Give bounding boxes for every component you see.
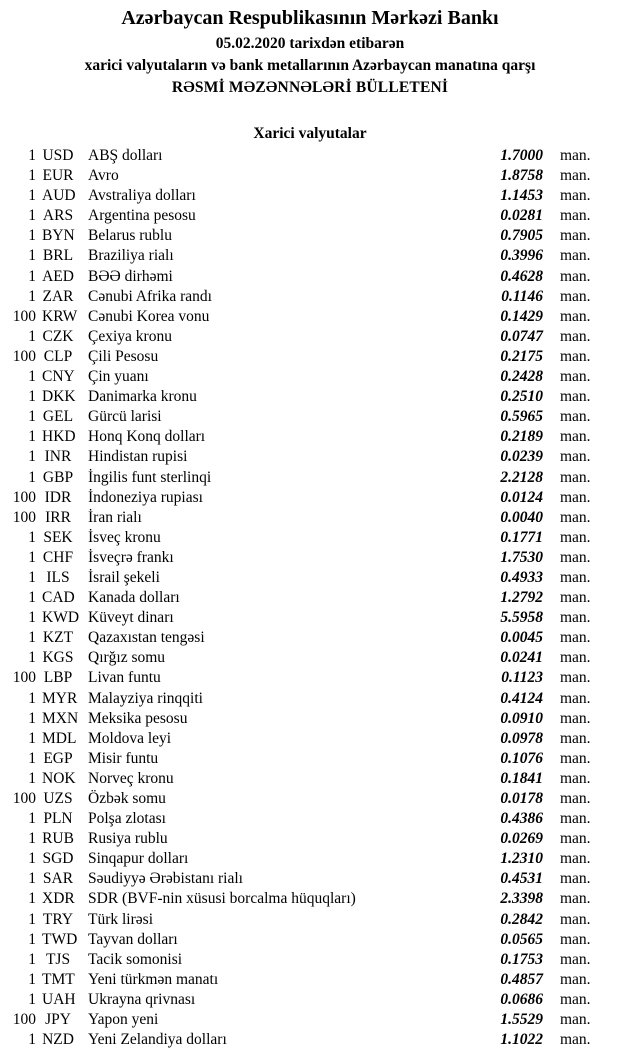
quantity-value: 1 (28, 227, 36, 245)
currency-code: AUD (42, 187, 76, 205)
currency-name: İsveç kronu (88, 528, 161, 546)
unit-label: man. (560, 970, 591, 988)
currency-name: Cənubi Korea vonu (88, 307, 210, 325)
rate-value: 1.5529 (500, 1011, 543, 1029)
unit-label: man. (560, 488, 591, 506)
rates-table (0, 146, 620, 1050)
table-row (0, 930, 620, 950)
unit-label: man. (560, 830, 591, 848)
unit-label: man. (560, 629, 591, 647)
table-row (0, 267, 620, 287)
quantity-value: 1 (28, 769, 36, 787)
table-row (0, 528, 620, 548)
unit-label: man. (560, 207, 591, 225)
quantity-value: 1 (28, 609, 36, 627)
currency-code: IDR (44, 488, 72, 506)
unit-label: man. (560, 468, 591, 486)
quantity-value: 1 (28, 548, 36, 566)
currency-name: Çili Pesosu (88, 347, 159, 365)
unit-label: man. (560, 327, 591, 345)
rate-value: 0.4386 (500, 810, 543, 828)
quantity-value: 1 (28, 448, 36, 466)
unit-label: man. (560, 1011, 591, 1029)
currency-code: MDL (42, 729, 77, 747)
currency-name: Çin yuanı (88, 368, 149, 386)
currency-code: KWD (42, 609, 80, 627)
rate-value: 5.5958 (500, 609, 543, 627)
currency-name: Norveç kronu (88, 769, 174, 787)
quantity-value: 100 (12, 508, 36, 526)
quantity-value: 1 (28, 187, 36, 205)
currency-code: SEK (43, 528, 73, 546)
currency-code: RUB (42, 830, 74, 848)
currency-code: SGD (42, 850, 74, 868)
rate-value: 0.2175 (500, 347, 543, 365)
rate-value: 0.1771 (500, 528, 543, 546)
rate-value: 0.1753 (500, 950, 543, 968)
table-row (0, 387, 620, 407)
section-title-foreign-currencies: Xarici valyutalar (253, 125, 367, 142)
rate-value: 2.2128 (500, 468, 543, 486)
currency-code: INR (44, 448, 72, 466)
currency-code: AED (42, 267, 74, 285)
unit-label: man. (560, 388, 591, 406)
rate-value: 0.0978 (500, 729, 543, 747)
currency-code: LBP (43, 669, 73, 687)
quantity-value: 1 (28, 468, 36, 486)
rate-value: 0.2842 (500, 910, 543, 928)
unit-label: man. (560, 568, 591, 586)
effective-date-line: 05.02.2020 tarixdən etibarən (215, 35, 405, 52)
rate-value: 0.1123 (501, 669, 543, 687)
currency-name: Misir funtu (88, 749, 159, 767)
currency-name: SDR (BVF-nin xüsusi borcalma hüquqları) (88, 890, 356, 908)
table-row (0, 206, 620, 226)
rate-value: 1.7530 (500, 548, 543, 566)
rate-value: 0.1841 (500, 769, 543, 787)
quantity-value: 1 (28, 930, 36, 948)
currency-name: Malayziya rinqqiti (88, 689, 203, 707)
table-row (0, 327, 620, 347)
currency-code: USD (42, 147, 74, 164)
currency-code: CAD (42, 589, 75, 607)
table-row (0, 1010, 620, 1030)
currency-code: GEL (42, 408, 74, 426)
table-row (0, 568, 620, 588)
quantity-value: 1 (28, 267, 36, 285)
table-row (0, 447, 620, 467)
currency-code: JPY (45, 1011, 71, 1029)
unit-label: man. (560, 448, 591, 466)
currency-name: Livan funtu (88, 669, 161, 687)
table-row (0, 970, 620, 990)
rate-value: 0.2189 (500, 428, 543, 446)
rate-value: 0.1146 (501, 287, 543, 305)
currency-name: Küveyt dinarı (88, 609, 174, 627)
currency-code: EGP (43, 749, 73, 767)
rate-value: 0.0269 (500, 830, 543, 848)
table-row (0, 407, 620, 427)
quantity-value: 1 (28, 689, 36, 707)
unit-label: man. (560, 850, 591, 868)
currency-name: İngilis funt sterlinqi (88, 468, 212, 486)
rate-value: 0.0241 (500, 649, 543, 667)
currency-code: ZAR (42, 287, 74, 305)
currency-name: İran rialı (88, 508, 142, 526)
rate-value: 0.0910 (500, 709, 543, 727)
currency-code: MXN (42, 709, 79, 727)
table-row (0, 749, 620, 769)
table-row (0, 628, 620, 648)
table-row (0, 548, 620, 568)
currency-code: BYN (42, 227, 75, 245)
table-row (0, 869, 620, 889)
currency-code: SAR (42, 870, 74, 888)
unit-label: man. (560, 689, 591, 707)
currency-code: KZT (42, 629, 74, 647)
currency-name: Avstraliya dolları (88, 187, 196, 205)
table-row (0, 1030, 620, 1050)
currency-name: ABŞ dolları (88, 147, 163, 164)
rate-value: 1.2310 (500, 850, 543, 868)
currency-name: İsveçrə frankı (88, 548, 174, 566)
currency-code: TWD (42, 930, 78, 948)
bank-name-title: Azərbaycan Respublikasının Mərkəzi Bankı (121, 7, 499, 29)
unit-label: man. (560, 227, 591, 245)
table-row (0, 709, 620, 729)
table-row (0, 488, 620, 508)
unit-label: man. (560, 1031, 591, 1049)
currency-name: Özbək somu (88, 790, 166, 807)
table-row (0, 166, 620, 186)
quantity-value: 100 (12, 1011, 36, 1029)
quantity-value: 1 (28, 1031, 36, 1049)
currency-name: Braziliya rialı (88, 247, 174, 265)
quantity-value: 1 (28, 709, 36, 727)
rate-value: 0.0178 (500, 790, 543, 807)
rate-value: 0.5965 (500, 408, 543, 426)
unit-label: man. (560, 790, 591, 807)
unit-label: man. (560, 930, 591, 948)
table-row (0, 889, 620, 909)
unit-label: man. (560, 408, 591, 426)
unit-label: man. (560, 649, 591, 667)
unit-label: man. (560, 749, 591, 767)
unit-label: man. (560, 890, 591, 908)
quantity-value: 100 (12, 669, 36, 687)
unit-label: man. (560, 769, 591, 787)
rate-value: 2.3398 (500, 890, 543, 908)
currency-code: IRR (45, 508, 71, 526)
quantity-value: 100 (12, 790, 36, 807)
unit-label: man. (560, 267, 591, 285)
currency-name: Meksika pesosu (88, 709, 188, 727)
unit-label: man. (560, 528, 591, 546)
rate-value: 0.0040 (500, 508, 543, 526)
currency-name: Qazaxıstan tengəsi (88, 629, 205, 647)
quantity-value: 1 (28, 368, 36, 386)
table-row (0, 287, 620, 307)
currency-code: MYR (42, 689, 78, 707)
unit-label: man. (560, 548, 591, 566)
table-row (0, 146, 620, 166)
currency-name: Çexiya kronu (88, 327, 172, 345)
unit-label: man. (560, 347, 591, 365)
quantity-value: 1 (28, 207, 36, 225)
unit-label: man. (560, 428, 591, 446)
quantity-value: 1 (28, 428, 36, 446)
table-row (0, 246, 620, 266)
unit-label: man. (560, 307, 591, 325)
bulletin-title: RƏSMİ MƏZƏNNƏLƏRİ BÜLLETENİ (171, 79, 449, 96)
unit-label: man. (560, 147, 591, 164)
rate-value: 0.3996 (500, 247, 543, 265)
currency-name: Argentina pesosu (88, 207, 196, 225)
currency-name: Moldova leyi (88, 729, 172, 747)
unit-label: man. (560, 810, 591, 828)
quantity-value: 100 (12, 307, 36, 325)
currency-code: DKK (42, 388, 76, 406)
currency-name: Kanada dolları (88, 589, 180, 607)
currency-name: Qırğız somu (88, 649, 166, 667)
rate-value: 1.8758 (500, 167, 543, 185)
currency-name: BƏƏ dirhəmi (88, 267, 173, 285)
rate-value: 0.4124 (500, 689, 543, 707)
rate-value: 0.2428 (500, 368, 543, 386)
table-row (0, 789, 620, 809)
unit-label: man. (560, 729, 591, 747)
rate-value: 1.2792 (500, 589, 543, 607)
currency-name: Hindistan rupisi (88, 448, 188, 466)
unit-label: man. (560, 287, 591, 305)
quantity-value: 1 (28, 629, 36, 647)
table-row (0, 910, 620, 930)
unit-label: man. (560, 167, 591, 185)
currency-name: Yeni Zelandiya dolları (88, 1031, 227, 1049)
rate-value: 0.4933 (500, 568, 543, 586)
quantity-value: 1 (28, 247, 36, 265)
currency-name: Honq Konq dolları (88, 428, 206, 446)
table-row (0, 347, 620, 367)
currency-code: KGS (42, 649, 74, 667)
currency-name: Tayvan dolları (88, 930, 178, 948)
currency-name: Sinqapur dolları (88, 850, 189, 868)
quantity-value: 1 (28, 749, 36, 767)
table-row (0, 829, 620, 849)
rate-value: 0.4628 (500, 267, 543, 285)
table-row (0, 648, 620, 668)
currency-code: BRL (42, 247, 74, 265)
currency-name: Avro (88, 167, 119, 185)
currency-code: TMT (42, 970, 75, 988)
quantity-value: 1 (28, 287, 36, 305)
quantity-value: 1 (28, 589, 36, 607)
unit-label: man. (560, 247, 591, 265)
table-row (0, 427, 620, 447)
currency-name: Cənubi Afrika randı (88, 287, 212, 305)
rate-value: 0.1429 (500, 307, 543, 325)
table-row (0, 367, 620, 387)
currency-code: UZS (43, 790, 73, 807)
currency-code: CNY (42, 368, 75, 386)
table-row (0, 186, 620, 206)
unit-label: man. (560, 669, 591, 687)
rate-value: 1.1453 (500, 187, 543, 205)
currency-code: NZD (42, 1031, 74, 1049)
quantity-value: 1 (28, 810, 36, 828)
currency-code: ILS (46, 568, 70, 586)
table-row (0, 608, 620, 628)
currency-code: CLP (43, 347, 73, 365)
rate-value: 0.0686 (500, 990, 543, 1008)
currency-code: KRW (42, 307, 78, 325)
quantity-value: 100 (12, 347, 36, 365)
currency-name: Rusiya rublu (88, 830, 168, 848)
currency-code: PLN (43, 810, 73, 828)
currency-name: İndoneziya rupiası (88, 488, 203, 506)
unit-label: man. (560, 368, 591, 386)
currency-code: ARS (42, 207, 74, 225)
quantity-value: 1 (28, 327, 36, 345)
unit-label: man. (560, 709, 591, 727)
unit-label: man. (560, 870, 591, 888)
currency-code: HKD (42, 428, 76, 446)
table-row (0, 508, 620, 528)
quantity-value: 1 (28, 950, 36, 968)
table-row (0, 950, 620, 970)
quantity-value: 1 (28, 167, 36, 185)
rate-value: 0.7905 (500, 227, 543, 245)
unit-label: man. (560, 609, 591, 627)
rate-value: 0.0281 (500, 207, 543, 225)
unit-label: man. (560, 990, 591, 1008)
currency-code: GBP (42, 468, 74, 486)
currency-name: Ukrayna qrivnası (88, 990, 196, 1008)
quantity-value: 1 (28, 890, 36, 908)
table-row (0, 307, 620, 327)
currency-code: EUR (42, 167, 74, 185)
quantity-value: 1 (28, 850, 36, 868)
unit-label: man. (560, 950, 591, 968)
currency-name: İsrail şekeli (88, 568, 160, 586)
quantity-value: 1 (28, 870, 36, 888)
quantity-value: 1 (28, 388, 36, 406)
quantity-value: 1 (28, 990, 36, 1008)
rate-value: 0.0239 (500, 448, 543, 466)
rate-value: 0.4857 (500, 970, 543, 988)
table-row (0, 990, 620, 1010)
quantity-value: 1 (28, 568, 36, 586)
table-row (0, 668, 620, 688)
quantity-value: 100 (12, 488, 36, 506)
quantity-value: 1 (28, 408, 36, 426)
table-row (0, 809, 620, 829)
currency-code: UAH (42, 990, 76, 1008)
rate-value: 0.0747 (500, 327, 543, 345)
currency-name: Gürcü larisi (88, 408, 162, 426)
rate-value: 0.1076 (500, 749, 543, 767)
currency-name: Yeni türkmən manatı (88, 970, 219, 988)
currency-code: TJS (45, 950, 71, 968)
currency-code: XDR (42, 890, 75, 908)
rate-value: 1.7000 (500, 147, 543, 164)
quantity-value: 1 (28, 830, 36, 848)
table-row (0, 769, 620, 789)
unit-label: man. (560, 508, 591, 526)
currency-code: CHF (42, 548, 74, 566)
table-row (0, 468, 620, 488)
quantity-value: 1 (28, 147, 36, 164)
currency-name: Polşa zlotası (88, 810, 166, 828)
table-row (0, 226, 620, 246)
currency-name: Tacik somonisi (88, 950, 183, 968)
unit-label: man. (560, 589, 591, 607)
bulletin-subtitle: xarici valyutaların və bank metallarının Azərbaycan manatına qarşı (84, 57, 536, 74)
quantity-value: 1 (28, 528, 36, 546)
unit-label: man. (560, 910, 591, 928)
quantity-value: 1 (28, 729, 36, 747)
table-row (0, 849, 620, 869)
rate-value: 1.1022 (500, 1031, 543, 1049)
currency-name: Danimarka kronu (88, 388, 197, 406)
currency-name: Səudiyyə Ərəbistanı rialı (88, 870, 243, 888)
quantity-value: 1 (28, 649, 36, 667)
quantity-value: 1 (28, 970, 36, 988)
unit-label: man. (560, 187, 591, 205)
quantity-value: 1 (28, 910, 36, 928)
rate-value: 0.0124 (500, 488, 543, 506)
currency-code: TRY (42, 910, 74, 928)
currency-code: NOK (42, 769, 76, 787)
rate-value: 0.2510 (500, 388, 543, 406)
table-row (0, 689, 620, 709)
currency-name: Yapon yeni (88, 1011, 159, 1029)
currency-name: Belarus rublu (88, 227, 172, 245)
currency-code: CZK (42, 327, 74, 345)
rate-value: 0.0045 (500, 629, 543, 647)
rate-value: 0.4531 (500, 870, 543, 888)
rate-value: 0.0565 (500, 930, 543, 948)
table-row (0, 588, 620, 608)
table-row (0, 729, 620, 749)
bulletin-header (0, 0, 620, 96)
currency-name: Türk lirəsi (88, 910, 153, 928)
